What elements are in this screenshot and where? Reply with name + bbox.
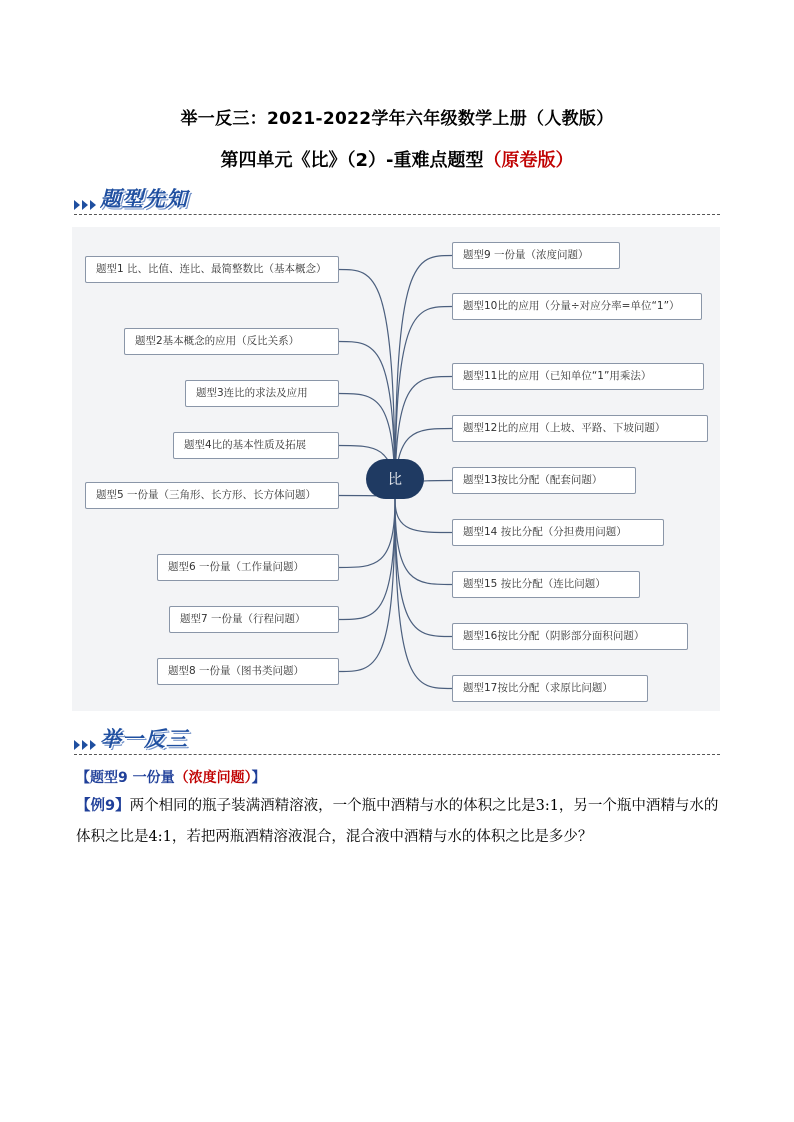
question-type-close: 】 <box>251 770 266 786</box>
question-type-heading <box>76 767 266 787</box>
node-type-2: 题型2基本概念的应用（反比关系） <box>124 328 339 355</box>
connector-line <box>395 499 452 637</box>
mind-map <box>72 227 720 711</box>
connector-line <box>339 499 395 672</box>
section-header-practice <box>74 724 720 755</box>
triple-arrow-icon <box>74 738 100 752</box>
question-type-open: 【题型9 一份量 <box>76 770 175 786</box>
node-type-7: 题型7 一份量（行程问题） <box>169 606 339 633</box>
node-type-6: 题型6 一份量（工作量问题） <box>157 554 339 581</box>
connector-line <box>395 499 452 585</box>
node-type-17: 题型17按比分配（求原比问题） <box>452 675 648 702</box>
example-tag: 【例9】 <box>76 798 130 814</box>
node-type-14: 题型14 按比分配（分担费用问题） <box>452 519 664 546</box>
connector-line <box>339 499 395 620</box>
node-type-1: 题型1 比、比值、连比、最简整数比（基本概念） <box>85 256 339 283</box>
node-type-4: 题型4比的基本性质及拓展 <box>173 432 339 459</box>
node-type-15: 题型15 按比分配（连比问题） <box>452 571 640 598</box>
section-title-practice: 举一反三 <box>100 727 188 751</box>
center-node: 比 <box>366 459 424 499</box>
node-type-9: 题型9 一份量（浓度问题） <box>452 242 620 269</box>
subtitle-version: （原卷版） <box>483 150 574 171</box>
connector-line <box>395 499 452 689</box>
example-text: 两个相同的瓶子装满酒精溶液，一个瓶中酒精与水的体积之比是3:1，另一个瓶中酒精与水的体积之比是4:1，若把两瓶酒精溶液混合，混合液中酒精与水的体积之比是多少？ <box>76 798 719 845</box>
node-type-12: 题型12比的应用（上坡、平路、下坡问题） <box>452 415 708 442</box>
node-type-11: 题型11比的应用（已知单位“1”用乘法） <box>452 363 704 390</box>
triple-arrow-icon <box>74 198 100 212</box>
document-subtitle <box>0 146 794 172</box>
document-title: 举一反三：2021-2022学年六年级数学上册（人教版） <box>180 109 614 129</box>
connector-line <box>395 499 452 533</box>
node-type-5: 题型5 一份量（三角形、长方形、长方体问题） <box>85 482 339 509</box>
subtitle-main: 第四单元《比》（2）-重难点题型 <box>220 150 484 171</box>
question-type-topic: （浓度问题） <box>174 770 252 786</box>
node-type-3: 题型3连比的求法及应用 <box>185 380 339 407</box>
node-type-16: 题型16按比分配（阴影部分面积问题） <box>452 623 688 650</box>
section-title-overview: 题型先知 <box>100 187 188 211</box>
example-problem <box>76 791 724 853</box>
connector-line <box>339 499 395 568</box>
section-header-overview <box>74 184 720 215</box>
node-type-13: 题型13按比分配（配套问题） <box>452 467 636 494</box>
node-type-8: 题型8 一份量（图书类问题） <box>157 658 339 685</box>
node-type-10: 题型10比的应用（分量÷对应分率=单位“1”） <box>452 293 702 320</box>
